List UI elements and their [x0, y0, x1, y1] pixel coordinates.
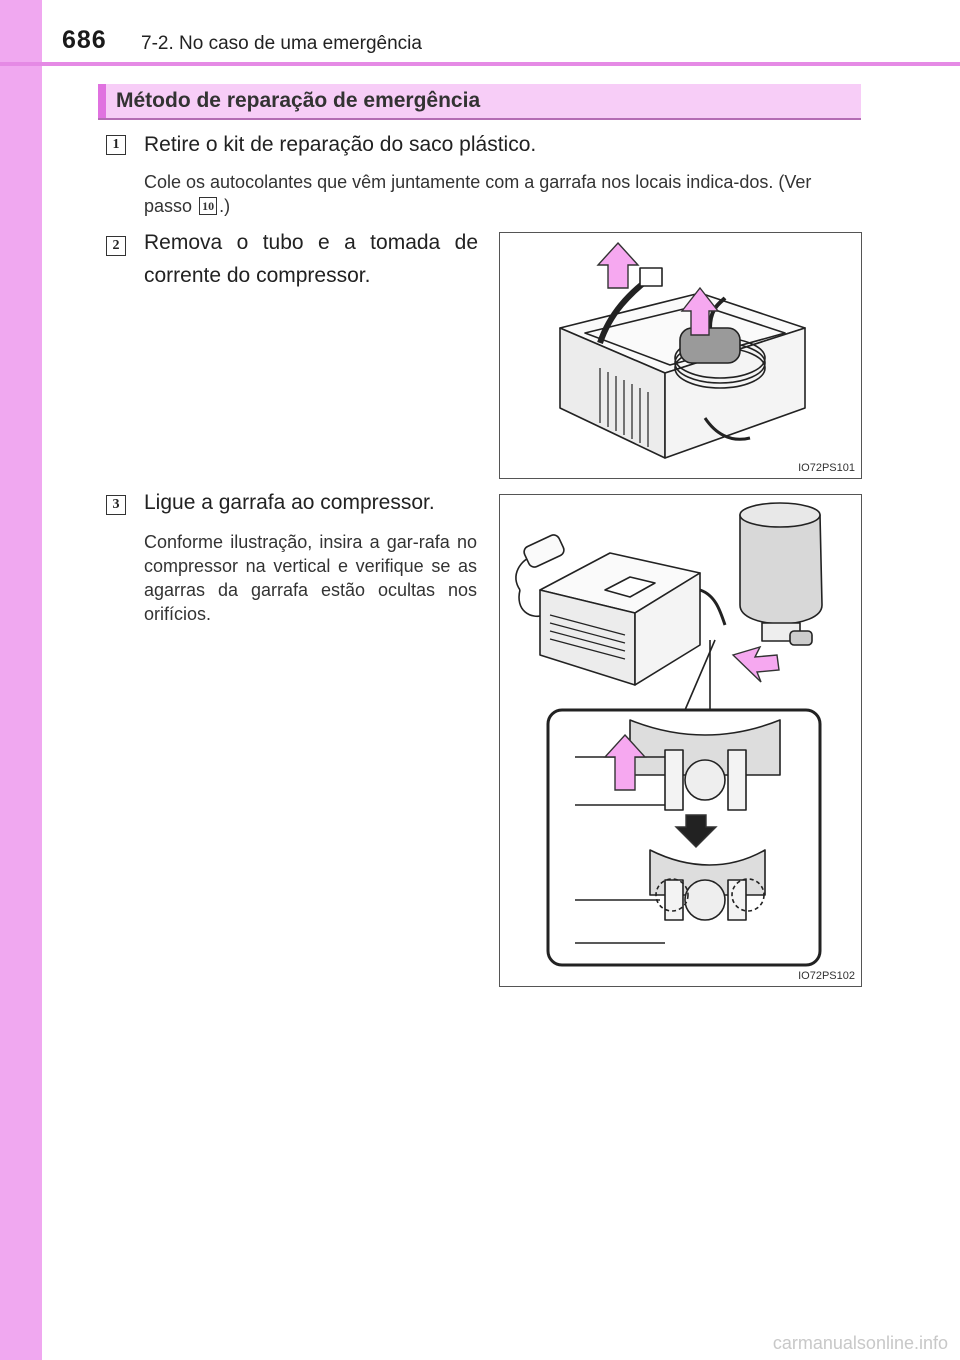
- step-body-1-text: Cole os autocolantes que vêm juntamente com a garrafa nos locais indica-dos. (Ver passo: [144, 172, 812, 216]
- step-title-3: Ligue a garrafa ao compressor.: [144, 491, 435, 514]
- figure-compressor: [499, 232, 862, 479]
- step-reference-badge[interactable]: 10: [199, 197, 217, 215]
- bottle-illustration: [500, 495, 863, 988]
- step-title-2: Remova o tubo e a tomada de corrente do compressor.: [144, 231, 478, 287]
- step-body-1: [144, 170, 860, 218]
- step-title-1: Retire o kit de reparação do saco plástico.: [144, 133, 537, 156]
- watermark: carmanualsonline.info: [772, 1333, 948, 1353]
- chapter-title: 7-2. No caso de uma emergência: [141, 33, 422, 54]
- step-number-1: 1: [106, 135, 126, 155]
- page-number: 686: [62, 26, 107, 54]
- compressor-illustration: [500, 233, 863, 480]
- figure-code-1: IO72PS101: [798, 462, 855, 474]
- section-header: [98, 84, 861, 120]
- step-body-1-tail: .): [219, 196, 231, 216]
- header-divider: [0, 62, 960, 66]
- figure-code-2: IO72PS102: [798, 970, 855, 982]
- step-number-2: 2: [106, 236, 126, 256]
- figure-bottle-compressor: [499, 494, 862, 987]
- section-accent: [98, 84, 106, 118]
- side-band: [0, 0, 42, 1360]
- step-number-3: 3: [106, 495, 126, 515]
- section-title: Método de reparação de emergência: [116, 89, 481, 112]
- step-body-3: Conforme ilustração, insira a gar-rafa no compressor na vertical e verifique se as agarras da garrafa estão ocultas nos orifícios.: [144, 532, 477, 624]
